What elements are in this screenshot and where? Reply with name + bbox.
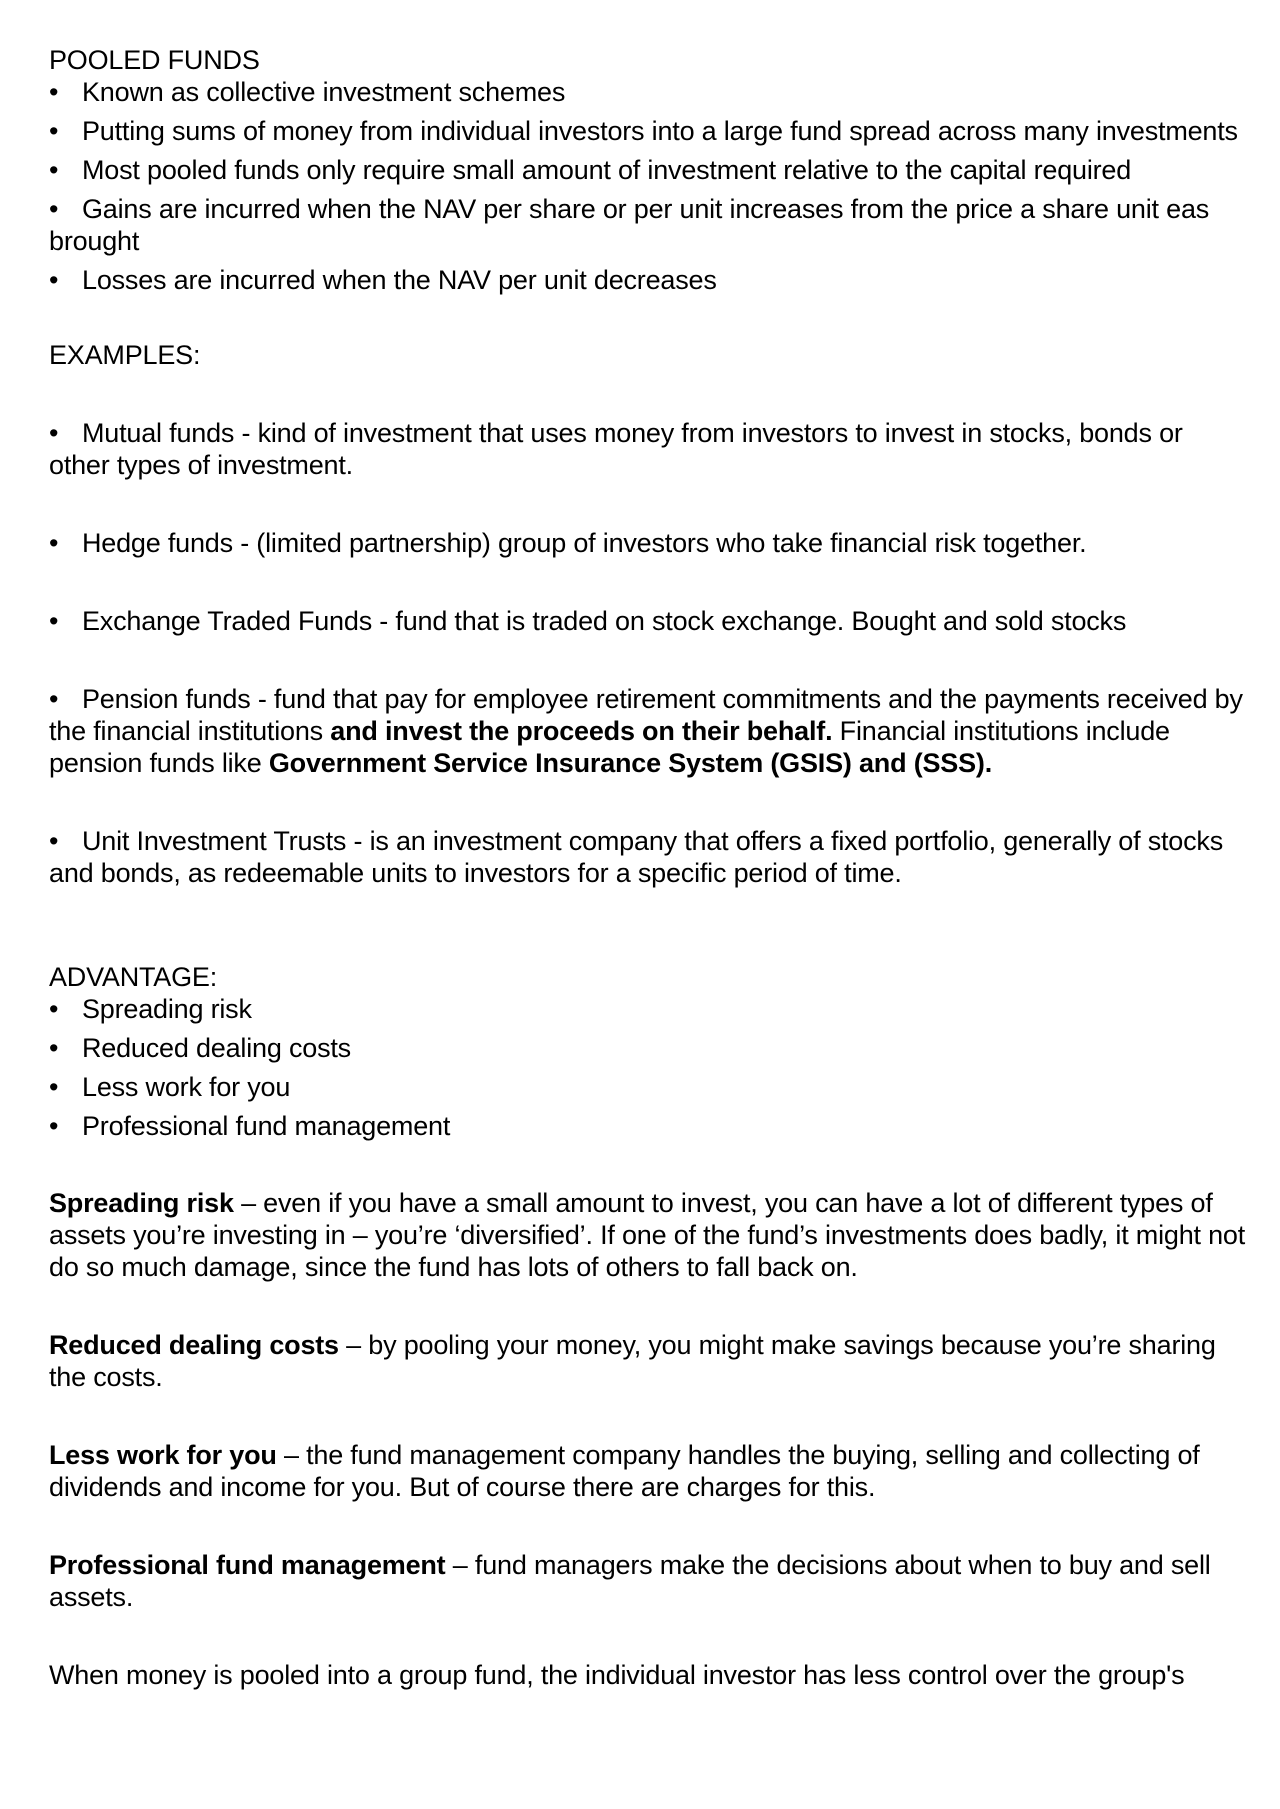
- bullet-icon: •: [49, 994, 59, 1024]
- pension-institutions: Government Service Insurance System (GSIS) and (SSS).: [268, 748, 993, 778]
- bullet-icon: •: [49, 606, 59, 636]
- detail-term: Professional fund management: [49, 1550, 446, 1580]
- list-item: • Less work for you: [49, 1072, 291, 1102]
- list-item: • Reduced dealing costs: [49, 1033, 351, 1063]
- bullet-icon: •: [49, 418, 59, 448]
- example-unit-investment-trusts: • Unit Investment Trusts - is an investment company that offers a fixed portfolio, generally of stocks and bonds, as redeemable units to investors for a specific period of time.: [49, 826, 1224, 888]
- bullet-icon: •: [49, 1111, 59, 1141]
- bullet-icon: •: [49, 77, 59, 107]
- example-hedge-funds: • Hedge funds - (limited partnership) group of investors who take financial risk together.: [49, 528, 1087, 558]
- bullet-icon: •: [49, 528, 59, 558]
- list-item: • Losses are incurred when the NAV per unit decreases: [49, 265, 717, 295]
- bullet-icon: •: [49, 194, 59, 224]
- closing-paragraph: When money is pooled into a group fund, the individual investor has less control over the group's: [49, 1660, 1185, 1690]
- detail-professional-management: Professional fund management – fund managers make the decisions about when to buy and sell assets.: [49, 1550, 1211, 1612]
- list-item: • Spreading risk: [49, 994, 252, 1024]
- detail-less-work: Less work for you – the fund management company handles the buying, selling and collecting of dividends and income for you. But of course there are charges for this.: [49, 1440, 1200, 1502]
- detail-spreading-risk: Spreading risk – even if you have a small amount to invest, you can have a lot of different types of assets you’re investing in – you’re ‘diversified’. If one of the fund’s investments does badly, it might not do so much damage, since the fund has lots of others to fall back on.: [49, 1188, 1246, 1282]
- list-item: • Most pooled funds only require small amount of investment relative to the capital required: [49, 155, 1132, 185]
- advantage-list: [49, 993, 1249, 1142]
- bullet-icon: •: [49, 826, 59, 856]
- detail-term: Spreading risk: [49, 1188, 234, 1218]
- bullet-icon: •: [49, 1072, 59, 1102]
- bullet-icon: •: [49, 155, 59, 185]
- document-page: [49, 44, 1249, 1691]
- pension-emphasis: and invest the proceeds on their behalf.: [330, 716, 833, 746]
- detail-reduced-dealing-costs: Reduced dealing costs – by pooling your money, you might make savings because you’re sharing the costs.: [49, 1330, 1216, 1392]
- bullet-icon: •: [49, 265, 59, 295]
- bullet-icon: •: [49, 684, 59, 714]
- pooled-funds-list: [49, 76, 1249, 296]
- detail-term: Reduced dealing costs: [49, 1330, 339, 1360]
- list-item: • Known as collective investment schemes: [49, 77, 566, 107]
- advantage-heading: ADVANTAGE:: [49, 962, 218, 992]
- examples-heading: EXAMPLES:: [49, 340, 201, 370]
- example-mutual-funds: • Mutual funds - kind of investment that uses money from investors to invest in stocks, bonds or other types of investment.: [49, 418, 1183, 480]
- example-pension-funds: • Pension funds - fund that pay for employee retirement commitments and the payments received by the financial institutions and invest the proceeds on their behalf. Financial institutions include pension funds like Government Service Insurance System (GSIS) and (SSS).: [49, 684, 1243, 778]
- detail-term: Less work for you: [49, 1440, 277, 1470]
- list-item: • Professional fund management: [49, 1111, 451, 1141]
- example-etf: • Exchange Traded Funds - fund that is traded on stock exchange. Bought and sold stocks: [49, 606, 1127, 636]
- bullet-icon: •: [49, 116, 59, 146]
- pooled-funds-heading: POOLED FUNDS: [49, 45, 260, 75]
- list-item: • Gains are incurred when the NAV per share or per unit increases from the price a share unit eas brought: [49, 194, 1210, 256]
- bullet-icon: •: [49, 1033, 59, 1063]
- list-item: • Putting sums of money from individual investors into a large fund spread across many investments: [49, 116, 1238, 146]
